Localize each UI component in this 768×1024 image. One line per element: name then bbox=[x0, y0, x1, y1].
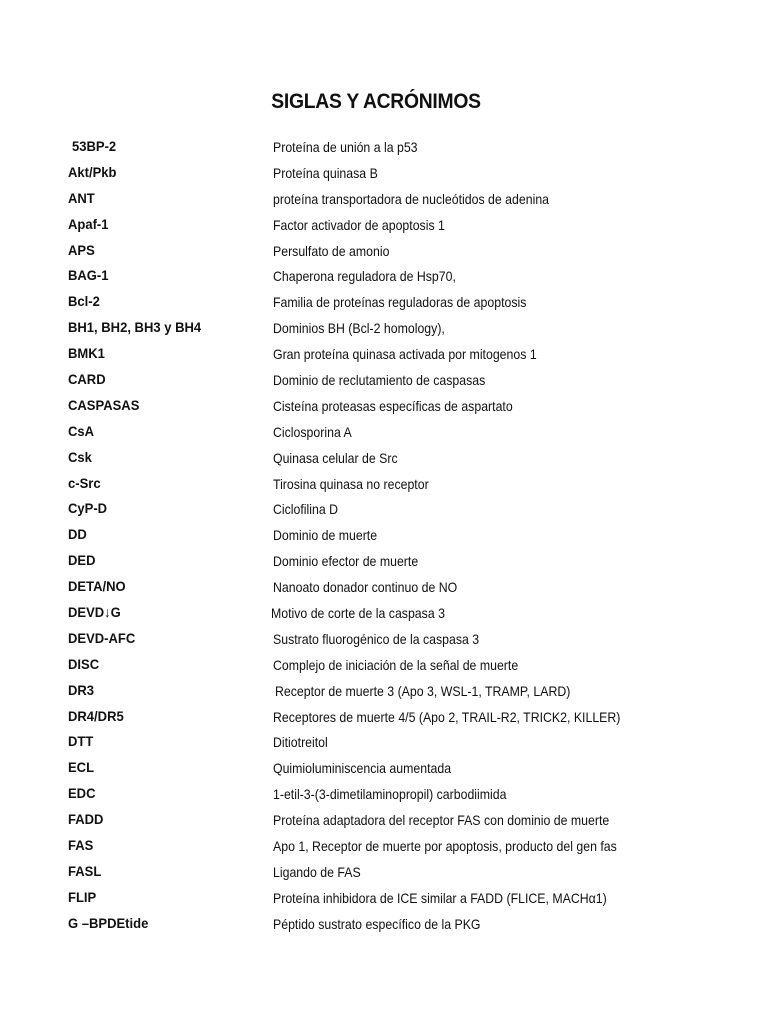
acronym: DEVD↓G bbox=[68, 604, 121, 621]
acronym-row bbox=[0, 887, 768, 913]
definition: Proteína de unión a la p53 bbox=[273, 139, 418, 155]
acronym-row bbox=[0, 214, 768, 240]
acronym: BAG-1 bbox=[68, 267, 109, 284]
acronym-row bbox=[0, 343, 768, 369]
definition: Chaperona reguladora de Hsp70, bbox=[273, 268, 456, 285]
acronym-row bbox=[0, 369, 768, 395]
acronym-row bbox=[0, 654, 768, 680]
definition: Proteína inhibidora de ICE similar a FADD (FLICE, MACHα1) bbox=[273, 889, 607, 906]
acronym-row bbox=[0, 835, 768, 861]
acronym: 53BP-2 bbox=[72, 138, 117, 154]
acronym-row bbox=[0, 731, 768, 757]
acronym: CsA bbox=[68, 422, 95, 439]
definition: Dominio de muerte bbox=[273, 527, 378, 544]
acronym-row bbox=[0, 706, 768, 732]
acronym-row bbox=[0, 757, 768, 783]
definition: Tirosina quinasa no receptor bbox=[273, 475, 429, 492]
acronym: c-Src bbox=[68, 474, 101, 491]
acronym-row bbox=[0, 421, 768, 447]
acronym: Csk bbox=[68, 448, 92, 465]
acronym: ANT bbox=[68, 189, 95, 206]
definition: Ciclosporina A bbox=[273, 423, 352, 440]
acronym: DEVD-AFC bbox=[68, 629, 136, 646]
acronym-row bbox=[0, 240, 768, 266]
acronym-row bbox=[0, 783, 768, 809]
acronym: FLIP bbox=[68, 888, 97, 905]
acronym: DD bbox=[68, 526, 87, 543]
acronym-row bbox=[0, 524, 768, 550]
definition: Factor activador de apoptosis 1 bbox=[273, 216, 445, 233]
definition: Ciclofilina D bbox=[273, 501, 339, 518]
acronym-row bbox=[0, 576, 768, 602]
definition: Receptores de muerte 4/5 (Apo 2, TRAIL-R2, TRICK2, KILLER) bbox=[273, 708, 621, 725]
acronym: CyP-D bbox=[68, 500, 108, 517]
definition: Quimioluminiscencia aumentada bbox=[273, 760, 452, 777]
acronym: Apaf-1 bbox=[68, 215, 109, 232]
acronym-row bbox=[0, 809, 768, 835]
acronym: G –BPDEtide bbox=[68, 914, 149, 931]
acronym: BMK1 bbox=[68, 345, 105, 362]
definition: Ligando de FAS bbox=[273, 863, 361, 880]
definition: Ditiotreitol bbox=[273, 734, 328, 751]
acronym-row bbox=[0, 317, 768, 343]
definition: Quinasa celular de Src bbox=[273, 449, 398, 466]
acronym: APS bbox=[68, 241, 95, 258]
definition: Dominios BH (Bcl-2 homology), bbox=[273, 320, 445, 337]
acronym-row bbox=[0, 861, 768, 887]
acronym: FAS bbox=[68, 837, 94, 854]
definition: Motivo de corte de la caspasa 3 bbox=[271, 605, 445, 622]
acronym: Akt/Pkb bbox=[68, 163, 117, 180]
definition: Persulfato de amonio bbox=[273, 242, 390, 259]
definition: 1-etil-3-(3-dimetilaminopropil) carbodiimida bbox=[273, 786, 507, 803]
acronym-row bbox=[0, 473, 768, 499]
definition: proteína transportadora de nucleótidos de adenina bbox=[273, 190, 550, 207]
acronym: DR3 bbox=[68, 681, 95, 698]
definition: Familia de proteínas reguladoras de apoptosis bbox=[273, 294, 527, 311]
acronym-row bbox=[0, 162, 768, 188]
acronym-row bbox=[0, 265, 768, 291]
acronym: FASL bbox=[68, 862, 102, 879]
acronym-row bbox=[0, 550, 768, 576]
acronym-row bbox=[0, 188, 768, 214]
acronym-row bbox=[0, 447, 768, 473]
definition: Proteína quinasa B bbox=[273, 164, 378, 181]
definition: Dominio efector de muerte bbox=[273, 553, 419, 570]
definition: Complejo de iniciación de la señal de muerte bbox=[273, 656, 519, 673]
acronym: CASPASAS bbox=[68, 396, 140, 413]
acronym-row bbox=[0, 602, 768, 628]
definition: Proteína adaptadora del receptor FAS con dominio de muerte bbox=[273, 812, 610, 829]
acronym: DTT bbox=[68, 733, 94, 750]
definition: Gran proteína quinasa activada por mitogenos 1 bbox=[273, 346, 537, 363]
definition: Dominio de reclutamiento de caspasas bbox=[273, 372, 486, 389]
acronym: DED bbox=[68, 552, 96, 569]
acronym: BH1, BH2, BH3 y BH4 bbox=[68, 319, 202, 336]
acronym: FADD bbox=[68, 811, 104, 828]
definition: Nanoato donador continuo de NO bbox=[273, 579, 458, 596]
acronym: DR4/DR5 bbox=[68, 707, 124, 724]
acronym: EDC bbox=[68, 785, 96, 802]
acronym: CARD bbox=[68, 371, 106, 388]
definition: Receptor de muerte 3 (Apo 3, WSL-1, TRAMP, LARD) bbox=[275, 682, 571, 699]
acronym: DISC bbox=[68, 655, 100, 672]
page-title: SIGLAS Y ACRÓNIMOS bbox=[271, 90, 481, 113]
acronym-row bbox=[0, 913, 768, 939]
acronym-list bbox=[0, 136, 768, 939]
definition: Cisteína proteasas específicas de aspartato bbox=[273, 397, 513, 414]
acronym-row bbox=[0, 498, 768, 524]
definition: Sustrato fluorogénico de la caspasa 3 bbox=[273, 630, 480, 647]
definition: Péptido sustrato específico de la PKG bbox=[273, 915, 481, 932]
acronym: Bcl-2 bbox=[68, 293, 100, 310]
acronym-row bbox=[0, 680, 768, 706]
acronym-row bbox=[0, 291, 768, 317]
acronym-row bbox=[0, 395, 768, 421]
definition: Apo 1, Receptor de muerte por apoptosis, producto del gen fas bbox=[273, 838, 617, 855]
acronym-row bbox=[0, 628, 768, 654]
acronym-row bbox=[0, 136, 768, 162]
acronym: DETA/NO bbox=[68, 578, 126, 595]
acronym: ECL bbox=[68, 759, 95, 776]
